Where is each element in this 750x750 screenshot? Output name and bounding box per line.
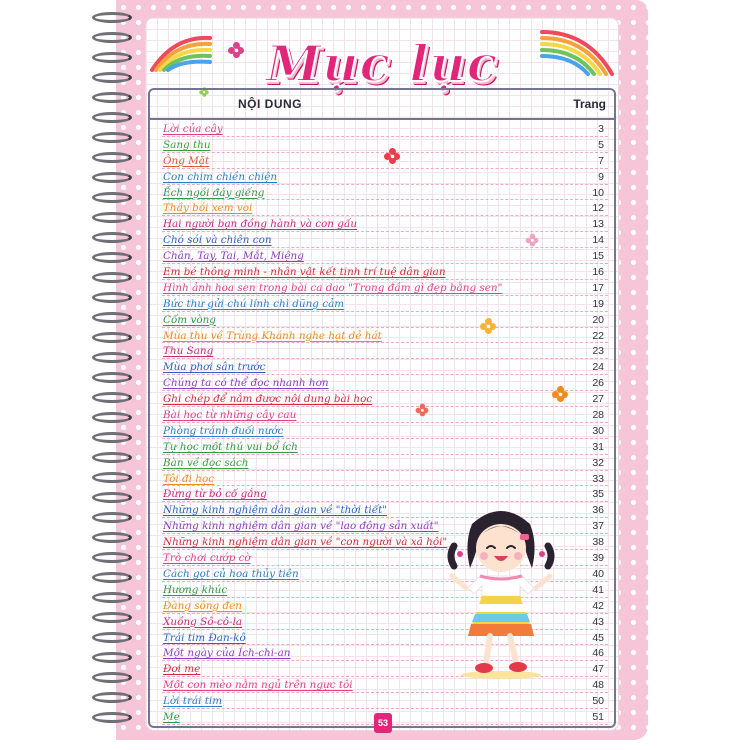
toc-entry-title: Ếch ngồi đáy giếng [163, 186, 265, 199]
spiral-ring [92, 652, 132, 663]
toc-entry-title: Cách gọt củ hoa thủy tiên [163, 567, 299, 580]
toc-entry-page: 51 [592, 710, 604, 723]
toc-entry-title: Lời của cây [163, 123, 223, 135]
toc-entry[interactable] [150, 392, 614, 408]
toc-entry-title: Mùa phơi sân trước [163, 361, 266, 374]
toc-entry-title: Mùa thu về Trùng Khánh nghe hạt dẻ hát [163, 329, 382, 342]
toc-entry[interactable] [150, 376, 614, 392]
toc-entry-page: 15 [592, 250, 604, 263]
dotted-leader [162, 406, 608, 407]
toc-entry-page: 5 [598, 138, 604, 151]
spiral-ring [92, 52, 132, 63]
dotted-leader [162, 136, 608, 137]
toc-entry-title: Ông Mặt [163, 154, 210, 167]
toc-entry[interactable] [150, 154, 614, 170]
toc-entry-page: 20 [592, 313, 604, 326]
dotted-leader [162, 168, 608, 169]
toc-entry-page: 13 [592, 218, 604, 231]
toc-entry[interactable] [150, 249, 614, 265]
dotted-leader [162, 422, 608, 423]
toc-entry-page: 30 [592, 424, 604, 437]
spiral-ring [92, 592, 132, 603]
spiral-ring [92, 132, 132, 143]
dotted-leader [162, 390, 608, 391]
toc-entry-page: 39 [592, 552, 604, 565]
girl-illustration [446, 504, 556, 680]
toc-entry[interactable] [150, 456, 614, 472]
toc-entry-title: Ghi chép để nắm được nội dung bài học [163, 393, 373, 406]
spiral-ring [92, 392, 132, 403]
spiral-ring [92, 452, 132, 463]
spiral-ring [92, 412, 132, 423]
toc-entry-title: Đàng sông đen [163, 599, 242, 612]
toc-entry-page: 46 [592, 647, 604, 660]
flower-icon [526, 234, 539, 247]
toc-entry-page: 31 [592, 440, 604, 453]
toc-entry-title: Hương khúc [163, 583, 228, 596]
toc-entry-title: Phòng tránh đuối nước [163, 424, 284, 437]
toc-entry-title: Trò chơi cướp cờ [163, 552, 251, 565]
toc-entry-title: Tự học một thú vui bổ ích [163, 440, 298, 453]
spiral-ring [92, 492, 132, 503]
spiral-ring [92, 232, 132, 243]
toc-entry-page: 23 [592, 345, 604, 358]
toc-entry[interactable] [150, 694, 614, 710]
dotted-leader [162, 692, 608, 693]
spiral-ring [92, 252, 132, 263]
toc-entry-page: 17 [592, 281, 604, 294]
toc-entry-title: Chúng ta có thể đọc nhanh hơn [163, 377, 329, 390]
toc-entry-page: 41 [592, 583, 604, 596]
toc-entry-page: 16 [592, 266, 604, 279]
toc-entry-title: Cốm vòng [163, 313, 216, 326]
dotted-leader [162, 342, 608, 343]
spiral-ring [92, 692, 132, 703]
spiral-ring [92, 672, 132, 683]
toc-entry-title: Bàn về đọc sách [163, 456, 249, 469]
dotted-leader [162, 470, 608, 471]
spiral-ring [92, 12, 132, 23]
dotted-leader [162, 295, 608, 296]
dotted-leader [162, 327, 608, 328]
content-column-label: NỘI DUNG [238, 97, 302, 111]
spiral-binding [92, 0, 152, 740]
toc-entry[interactable] [150, 265, 614, 281]
toc-entry-page: 50 [592, 695, 604, 708]
flower-icon [384, 148, 400, 164]
toc-entry-title: Lời trái tim [163, 695, 223, 708]
toc-entry-page: 3 [598, 123, 604, 135]
toc-entry[interactable] [150, 217, 614, 233]
spiral-ring [92, 312, 132, 323]
toc-entry-page: 22 [592, 329, 604, 342]
spiral-ring [92, 612, 132, 623]
flower-icon [480, 318, 496, 334]
spiral-ring [92, 472, 132, 483]
spiral-ring [92, 432, 132, 443]
toc-page [146, 18, 618, 730]
toc-entry-page: 33 [592, 472, 604, 485]
toc-entry-page: 26 [592, 377, 604, 390]
toc-entry-page: 35 [592, 488, 604, 501]
spiral-ring [92, 712, 132, 723]
toc-entry[interactable] [150, 329, 614, 345]
toc-entry-title: Đợi mẹ [163, 663, 201, 676]
toc-entry[interactable] [150, 138, 614, 154]
spiral-ring [92, 372, 132, 383]
dotted-leader [162, 215, 608, 216]
toc-entry[interactable] [150, 186, 614, 202]
toc-entry-title: Một con mèo nằm ngủ trên ngực tôi [163, 679, 353, 692]
toc-entry[interactable] [150, 297, 614, 313]
toc-entry-title: Hình ảnh hoa sen trong bài ca dao "Trong đầm gì đẹp bằng sen" [163, 281, 503, 294]
toc-entry-page: 37 [592, 520, 604, 533]
toc-entry-page: 24 [592, 361, 604, 374]
spiral-ring [92, 552, 132, 563]
toc-entry-title: Sang thu [163, 138, 211, 151]
toc-entry-page: 28 [592, 409, 604, 422]
toc-entry-title: Chân, Tay, Tai, Mắt, Miệng [163, 250, 304, 263]
toc-entry-page: 27 [592, 393, 604, 406]
toc-entry[interactable] [150, 122, 614, 138]
spiral-ring [92, 512, 132, 523]
toc-entry[interactable] [150, 472, 614, 488]
toc-entry-title: Một ngày của Ích-chi-an [163, 647, 291, 660]
spiral-ring [92, 92, 132, 103]
toc-entry-page: 32 [592, 456, 604, 469]
toc-entry[interactable] [150, 487, 614, 503]
toc-entry-title: Thu Sang [163, 345, 214, 358]
spiral-ring [92, 72, 132, 83]
dotted-leader [162, 199, 608, 200]
toc-entry-page: 14 [592, 234, 604, 247]
toc-entry-title: Em bé thông minh - nhân vật kết tinh trí tuệ dân gian [163, 266, 446, 279]
dotted-leader [162, 247, 608, 248]
toc-entry-page: 42 [592, 599, 604, 612]
spiral-ring [92, 532, 132, 543]
toc-entry-page: 40 [592, 567, 604, 580]
dotted-leader [162, 374, 608, 375]
spiral-ring [92, 332, 132, 343]
toc-entry-title: Những kinh nghiệm dân gian về "con người và xã hội" [163, 536, 448, 549]
toc-entry-title: Thầy bói xem voi [163, 202, 253, 215]
dotted-leader [162, 279, 608, 280]
spiral-ring [92, 632, 132, 643]
spiral-ring [92, 212, 132, 223]
toc-entry-title: Trái tim Đan-kô [163, 631, 246, 644]
dotted-leader [162, 311, 608, 312]
toc-entry-title: Tôi đi học [163, 472, 215, 485]
dotted-leader [162, 485, 608, 486]
toc-entry[interactable] [150, 344, 614, 360]
dotted-leader [162, 708, 608, 709]
toc-entry[interactable] [150, 408, 614, 424]
toc-entry-page: 12 [592, 202, 604, 215]
dotted-leader [162, 501, 608, 502]
toc-entry-page: 47 [592, 663, 604, 676]
toc-entry-page: 45 [592, 631, 604, 644]
spiral-ring [92, 352, 132, 363]
toc-entry-page: 19 [592, 297, 604, 310]
toc-entry[interactable] [150, 201, 614, 217]
dotted-leader [162, 263, 608, 264]
flower-icon [416, 404, 429, 417]
toc-entry-page: 38 [592, 536, 604, 549]
toc-entry-page: 36 [592, 504, 604, 517]
toc-entry-page: 7 [598, 154, 604, 167]
spiral-ring [92, 192, 132, 203]
toc-entry-title: Con chim chiền chiện [163, 170, 278, 183]
toc-entry-page: 9 [598, 170, 604, 183]
toc-entry[interactable] [150, 360, 614, 376]
toc-header [150, 90, 614, 120]
toc-entry[interactable] [150, 440, 614, 456]
toc-entry-page: 48 [592, 679, 604, 692]
spiral-ring [92, 152, 132, 163]
toc-entry[interactable] [150, 678, 614, 694]
toc-entry[interactable] [150, 281, 614, 297]
toc-entry[interactable] [150, 233, 614, 249]
toc-entry-title: Đừng từ bỏ cố gắng [163, 488, 267, 501]
page-column-label: Trang [573, 97, 606, 111]
toc-entry-page: 10 [592, 186, 604, 199]
dotted-leader [162, 184, 608, 185]
dotted-leader [162, 358, 608, 359]
spiral-ring [92, 572, 132, 583]
spiral-ring [92, 172, 132, 183]
toc-entry[interactable] [150, 424, 614, 440]
toc-entry-title: Những kinh nghiệm dân gian về "thời tiết" [163, 504, 388, 517]
toc-entry-title: Bài học từ những cây cau [163, 409, 297, 422]
spiral-ring [92, 272, 132, 283]
toc-entry-title: Hai người bạn đồng hành và con gấu [163, 218, 358, 231]
toc-entry-title: Bức thư gửi chú lính chì dũng cảm [163, 297, 345, 310]
page-number-badge: 53 [374, 713, 392, 733]
dotted-leader [162, 454, 608, 455]
spiral-ring [92, 32, 132, 43]
page-title: Mục lục [265, 34, 499, 93]
spiral-ring [92, 292, 132, 303]
toc-entry-page: 43 [592, 615, 604, 628]
toc-entry-title: Những kinh nghiệm dân gian về "lao động sản xuất" [163, 520, 439, 533]
toc-entry[interactable] [150, 170, 614, 186]
dotted-leader [162, 438, 608, 439]
toc-entry-title: Mẹ [163, 710, 180, 723]
spiral-ring [92, 112, 132, 123]
toc-entry-title: Xuồng Sô-cô-la [163, 615, 243, 628]
flower-icon [552, 386, 568, 402]
toc-entry-title: Chó sói và chiên con [163, 234, 272, 247]
dotted-leader [162, 231, 608, 232]
toc-entry[interactable] [150, 313, 614, 329]
